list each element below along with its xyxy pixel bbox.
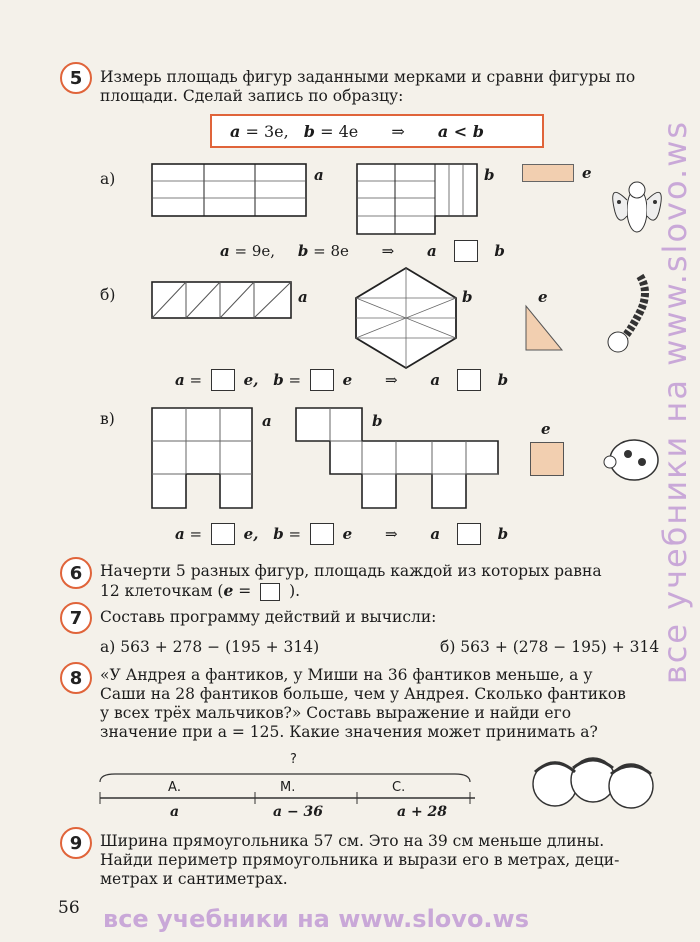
row-b-box-2[interactable]: [310, 369, 334, 391]
task7-text: Составь программу действий и вычисли:: [100, 608, 437, 626]
figure-b-a-rect: [150, 280, 295, 320]
fig-hex-label: b: [462, 288, 473, 306]
task7-b: б) 563 + (278 − 195) + 314: [440, 638, 660, 656]
fig-b-label: b: [484, 166, 495, 184]
row-c-x: a: [430, 525, 441, 543]
row-c-box-2[interactable]: [310, 523, 334, 545]
task6-line1: Начерти 5 разных фигур, площадь каждой из которых равна: [100, 562, 602, 580]
row-a-x: a: [427, 242, 437, 260]
row-c-e1: e,: [243, 525, 259, 543]
task6-line2: [100, 581, 670, 601]
fig-c-b-label: b: [372, 412, 383, 430]
task8-line2: Саши на 28 фантиков больше, чем у Андрея. Сколько фантиков: [100, 685, 626, 703]
row-a-y: b: [494, 242, 505, 260]
row-a-answer-box[interactable]: [454, 240, 478, 262]
three-boys-illustration-icon: [525, 748, 660, 826]
task-number-7: [60, 602, 92, 634]
page-number: 56: [58, 898, 80, 918]
row-b-a: a: [175, 371, 185, 389]
fig-e-label: e: [582, 164, 592, 182]
task8-line3: у всех трёх мальчиков?» Составь выражение и найди его: [100, 704, 572, 722]
row-c-equation: [175, 523, 508, 545]
task6-cell-box: [260, 583, 280, 601]
bottom-watermark[interactable]: все учебники на www.slovo.ws: [103, 905, 529, 933]
row-b-answer-box[interactable]: [457, 369, 481, 391]
row-b-box-1[interactable]: [211, 369, 235, 391]
task-number-text: 9: [69, 832, 83, 854]
figure-a-rect: [150, 162, 310, 218]
diagram-question: ?: [290, 752, 297, 767]
part-b-label: б): [100, 286, 116, 304]
beetle-illustration-icon: [600, 432, 662, 487]
task6-line2b: =: [233, 582, 257, 600]
row-c-box-1[interactable]: [211, 523, 235, 545]
task6-text: [100, 562, 670, 601]
row-a-b-val: = 8e: [313, 242, 349, 260]
row-c-eq: =: [189, 525, 203, 543]
row-b-equation: [175, 369, 508, 391]
diagram-seg2: М.: [280, 780, 296, 795]
hexagon-figure: [352, 266, 460, 370]
figure-c-b-shape: [294, 406, 500, 510]
fig-c-e-label: e: [541, 420, 551, 438]
task6-e: e: [223, 581, 234, 600]
task5-text: Измерь площадь фигур заданными мерками и сравни фигуры по площади. Сделай запись по образцу:: [100, 68, 636, 105]
row-c-b: b: [273, 525, 284, 543]
row-c-answer-box[interactable]: [457, 523, 481, 545]
sample-b: b: [303, 122, 315, 141]
row-b-e1: e,: [243, 371, 259, 389]
sample-arrow: ⇒: [391, 122, 405, 141]
row-a-b: b: [297, 242, 309, 260]
task-number-9: [60, 827, 92, 859]
task-number-6: [60, 557, 92, 589]
row-c-a: a: [175, 525, 185, 543]
diagram-val3: a + 28: [397, 804, 448, 820]
row-c-e2: e: [342, 525, 353, 543]
fig-b-e-label: e: [538, 288, 548, 306]
task8-text: [100, 666, 670, 742]
task9-line2: Найди периметр прямоугольника и вырази его в метрах, деци-: [100, 851, 620, 869]
row-a-equation: [220, 240, 505, 262]
task9-line1: Ширина прямоугольника 57 см. Это на 39 см меньше длины.: [100, 832, 605, 850]
figure-b-shape: [355, 162, 480, 236]
diagram-val2: a − 36: [273, 804, 324, 820]
task-number-text: 7: [69, 607, 83, 629]
part-a-label: а): [100, 170, 116, 188]
sample-eq2: = 4e: [320, 122, 359, 141]
task-number-8: [60, 662, 92, 694]
row-b-arrow: ⇒: [384, 371, 398, 389]
task7-a: а) 563 + 278 − (195 + 314): [100, 638, 320, 656]
sample-a: a: [230, 122, 241, 141]
row-c-arrow: ⇒: [384, 525, 398, 543]
side-watermark: все учебники на www.slovo.ws: [656, 120, 694, 685]
diagram-seg1: А.: [168, 780, 182, 795]
task-number-5: [60, 62, 92, 94]
row-b-x: a: [430, 371, 441, 389]
task6-line2a: 12 клеточкам (: [100, 582, 224, 600]
row-a-a-val: = 9e,: [234, 242, 276, 260]
task-number-text: 5: [69, 67, 83, 89]
task-number-text: 6: [69, 562, 83, 584]
diagram-seg3: С.: [392, 780, 406, 795]
fig-b-a-label: a: [298, 288, 308, 306]
unit-e-square: [530, 442, 564, 476]
row-b-e2: e: [342, 371, 353, 389]
diagram-val1: a: [170, 804, 180, 820]
task-number-text: 8: [69, 667, 83, 689]
task9-line3: метрах и сантиметрах.: [100, 870, 288, 888]
figure-c-a-shape: [150, 406, 256, 510]
sample-result: a < b: [437, 122, 484, 141]
part-c-label: в): [100, 410, 115, 428]
row-a-arrow: ⇒: [381, 242, 395, 260]
sample-box: [210, 114, 544, 148]
row-a-a: a: [220, 242, 230, 260]
fig-c-a-label: a: [262, 412, 272, 430]
row-c-eq2: =: [288, 525, 302, 543]
row-c-y: b: [497, 525, 509, 543]
task8-line1: «У Андрея a фантиков, у Миши на 36 фантиков меньше, а у: [100, 666, 593, 684]
row-b-eq: =: [189, 371, 203, 389]
task6-line2c: ).: [284, 582, 301, 600]
task9-text: [100, 832, 670, 889]
row-b-b: b: [273, 371, 284, 389]
unit-e-triangle: [522, 304, 564, 352]
unit-e-rect: [522, 164, 574, 182]
row-b-eq2: =: [288, 371, 302, 389]
caterpillar-illustration-icon: [600, 272, 658, 357]
fig-a-label: a: [314, 166, 324, 184]
sample-eq1: = 3e,: [245, 122, 289, 141]
row-b-y: b: [497, 371, 509, 389]
task8-line4: значение при a = 125. Какие значения может принимать a?: [100, 723, 598, 741]
